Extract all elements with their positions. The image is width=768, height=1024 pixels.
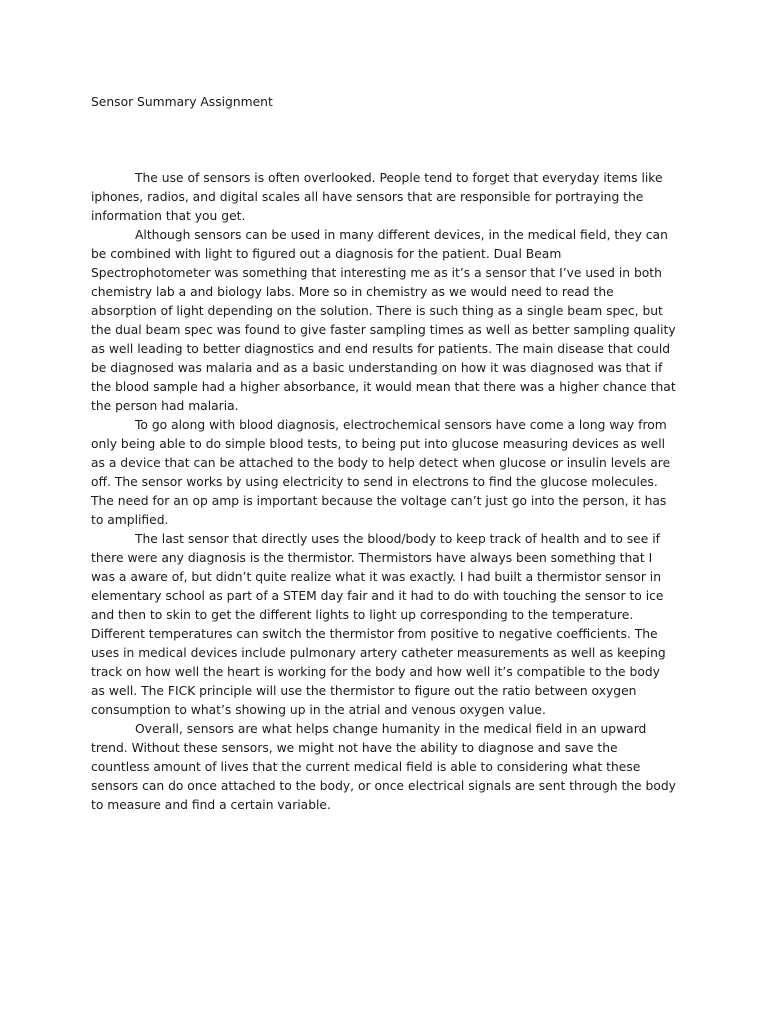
- paragraph-spectrophotometer: Although sensors can be used in many different devices, in the medical field, they can be combined with light to figured out a diagnosis for the patient. Dual Beam Spectrophotometer was something that interesting me as it’s a sensor that I’ve used in both chemistry lab a and biology labs. More so in chemistry as we would need to read the absorption of light depending on the solution. There is such thing as a single beam spec, but the dual beam spec was found to give faster sampling times as well as better sampling quality as well leading to better diagnostics and end results for patients. The main disease that could be diagnosed was malaria and as a basic understanding on how it was diagnosed was that if the blood sample had a higher absorbance, it would mean that there was a higher chance that the person had malaria.: [91, 228, 676, 413]
- paragraph-conclusion: Overall, sensors are what helps change humanity in the medical field in an upward trend. Without these sensors, we might not have the ability to diagnose and save the countless amount of lives that the current medical field is able to considering what these sensors can do once attached to the body, or once electrical signals are sent through the body to measure and find a certain variable.: [91, 722, 676, 812]
- document-title: Sensor Summary Assignment: [91, 95, 273, 109]
- paragraph-intro: The use of sensors is often overlooked. People tend to forget that everyday items like iphones, radios, and digital scales all have sensors that are responsible for portraying the information that you get.: [91, 171, 663, 223]
- document-body: [91, 169, 677, 815]
- paragraph-thermistor: The last sensor that directly uses the blood/body to keep track of health and to see if there were any diagnosis is the thermistor. Thermistors have always been something that I was a aware of, but didn’t quite realize what it was exactly. I had built a thermistor sensor in elementary school as part of a STEM day fair and it had to do with touching the sensor to ice and then to skin to get the different lights to light up corresponding to the temperature. Different temperatures can switch the thermistor from positive to negative coefficients. The uses in medical devices include pulmonary artery catheter measurements as well as keeping track on how well the heart is working for the body and how well it’s compatible to the body as well. The FICK principle will use the thermistor to figure out the ratio between oxygen consumption to what’s showing up in the atrial and venous oxygen value.: [91, 532, 666, 717]
- paragraph-electrochemical: To go along with blood diagnosis, electrochemical sensors have come a long way from only being able to do simple blood tests, to being put into glucose measuring devices as well as a device that can be attached to the body to help detect when glucose or insulin levels are off. The sensor works by using electricity to send in electrons to find the glucose molecules. The need for an op amp is important because the voltage can’t just go into the person, it has to amplified.: [91, 418, 671, 527]
